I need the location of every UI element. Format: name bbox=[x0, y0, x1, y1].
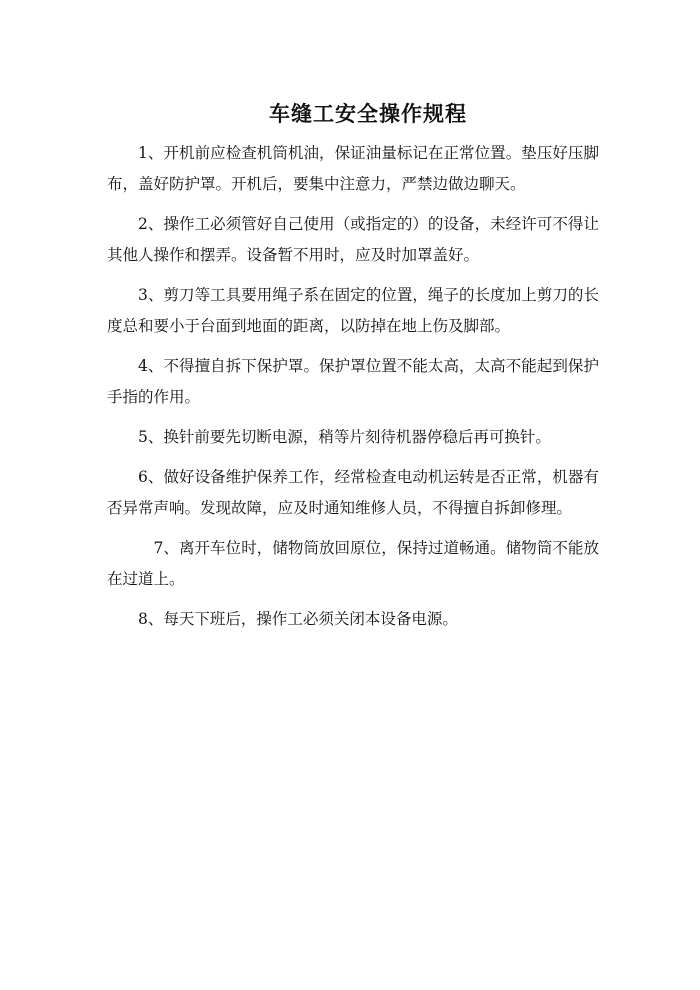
rule-paragraph-8: 8、每天下班后，操作工必须关闭本设备电源。 bbox=[138, 610, 458, 628]
rule-paragraph-2: 2、操作工必须管好自己使用（或指定的）的设备，未经许可不得让其他人操作和摆弄。设备暂不用时，应及时加罩盖好。 bbox=[107, 215, 599, 264]
rule-paragraph-3: 3、剪刀等工具要用绳子系在固定的位置，绳子的长度加上剪刀的长度总和要小于台面到地面的距离，以防掉在地上伤及脚部。 bbox=[107, 286, 599, 335]
rule-paragraph-7: 7、离开车位时，储物筒放回原位，保持过道畅通。储物筒不能放在过道上。 bbox=[107, 539, 599, 588]
rule-paragraph-1: 1、开机前应检查机筒机油，保证油量标记在正常位置。垫压好压脚布，盖好防护罩。开机后，要集中注意力，严禁边做边聊天。 bbox=[107, 144, 599, 193]
rule-paragraph-4: 4、不得擅自拆下保护罩。保护罩位置不能太高，太高不能起到保护手指的作用。 bbox=[107, 357, 599, 406]
document-body bbox=[107, 138, 599, 644]
rule-paragraph-5: 5、换针前要先切断电源，稍等片刻待机器停稳后再可换针。 bbox=[138, 428, 551, 446]
document-title: 车缝工安全操作规程 bbox=[269, 101, 467, 126]
rule-paragraph-6: 6、做好设备维护保养工作，经常检查电动机运转是否正常，机器有否异常声响。发现故障，应及时通知维修人员，不得擅自拆卸修理。 bbox=[107, 468, 599, 517]
